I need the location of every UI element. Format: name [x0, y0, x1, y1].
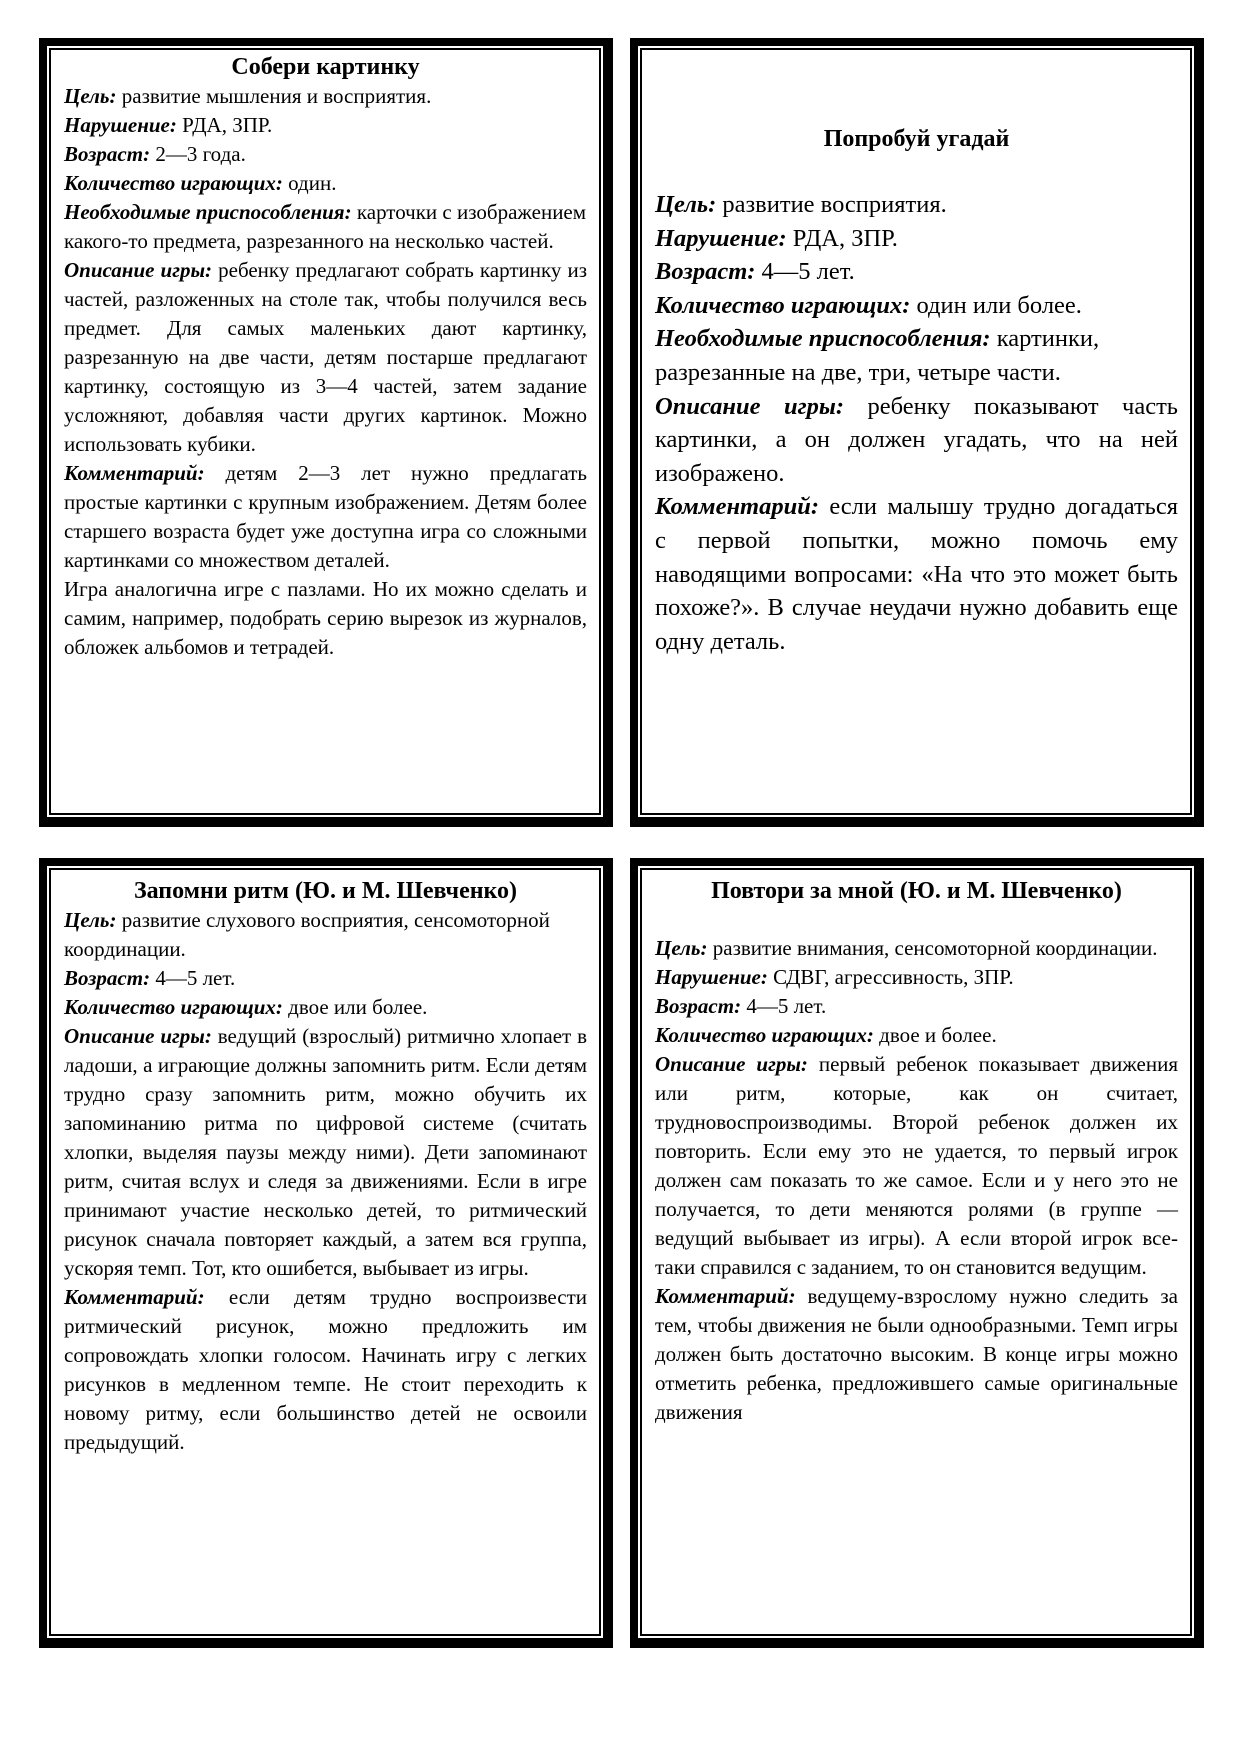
- players-value: двое или более.: [282, 995, 428, 1019]
- age-field: [64, 964, 587, 993]
- comment-value: если малышу трудно догадаться с первой попытки, можно помочь ему наводящими вопросами: «На что это может быть похоже?». В случае неудачи нужно добавить еще одну деталь.: [655, 493, 1178, 655]
- equipment-field: [64, 198, 587, 256]
- disorder-field: [64, 111, 587, 140]
- age-value: 4—5 лет.: [150, 966, 236, 990]
- equipment-label: Необходимые приспособления:: [64, 200, 352, 224]
- goal-field: [64, 906, 587, 964]
- game-card-repeat-after-me: [630, 858, 1204, 1648]
- comment-label: Комментарий:: [64, 1285, 205, 1309]
- comment-label: Комментарий:: [655, 493, 820, 521]
- age-field: [64, 140, 587, 169]
- description-value: первый ребенок показывает движения или ритм, которые, как он считает, трудновоспроизводимы. Второй ребенок должен их повторить. Если ему это не удается, то первый игрок должен сам показать то же самое. Если и у него это не получается, то дети меняются ролями (в группе — ведущий выбывает из игры). А если второй игрок все-таки справился с заданием, то он становится ведущим.: [655, 1052, 1178, 1279]
- equipment-label: Необходимые приспособления:: [655, 325, 991, 353]
- description-value: ребенку предлагают собрать картинку из частей, разложенных на столе так, чтобы получился весь предмет. Для самых маленьких дают картинку, разрезанную на две части, детям постарше предлагают картинку, состоящую из 3—4 частей, затем задание усложняют, добавляя части других картинок. Можно использовать кубики.: [64, 258, 587, 456]
- goal-value: развитие мышления и восприятия.: [116, 84, 432, 108]
- card-title: Попробуй угадай: [823, 126, 1010, 152]
- goal-label: Цель:: [64, 908, 117, 932]
- players-value: двое и более.: [873, 1023, 997, 1047]
- goal-value: развитие слухового восприятия, сенсомоторной координации.: [64, 908, 550, 961]
- disorder-value: РДА, ЗПР.: [176, 113, 273, 137]
- description-label: Описание игры:: [64, 258, 213, 282]
- goal-label: Цель:: [655, 936, 708, 960]
- players-value: один или более.: [910, 291, 1082, 319]
- disorder-label: Нарушение:: [64, 113, 177, 137]
- card-title: Повтори за мной (Ю. и М. Шевченко): [711, 878, 1122, 904]
- comment-label: Комментарий:: [64, 461, 205, 485]
- equipment-field: [655, 322, 1178, 389]
- disorder-label: Нарушение:: [655, 965, 768, 989]
- disorder-field: [655, 963, 1178, 992]
- description-value: ведущий (взрослый) ритмично хлопает в ладоши, а играющие должны запомнить ритм. Если детям трудно сразу запомнить ритм, можно обучить их запоминанию ритма по цифровой системе (считать хлопки, выделяя паузы между ними). Дети запоминают ритм, считая вслух и следя за движениями. Если в игре принимают участие несколько детей, то ритмический рисунок сначала повторяет каждый, а затем вся группа, ускоряя темп. Тот, кто ошибется, выбывает из игры.: [64, 1024, 587, 1280]
- description-label: Описание игры:: [655, 1052, 808, 1076]
- age-value: 2—3 года.: [150, 142, 246, 166]
- goal-label: Цель:: [655, 191, 717, 218]
- comment-field: [655, 490, 1178, 658]
- goal-value: развитие восприятия.: [716, 191, 947, 218]
- players-field: [64, 993, 587, 1022]
- players-label: Количество играющих:: [655, 291, 911, 319]
- disorder-label: Нарушение:: [655, 224, 787, 252]
- players-label: Количество играющих:: [64, 995, 283, 1019]
- age-field: [655, 255, 1178, 289]
- game-card-try-guess: [630, 38, 1204, 827]
- disorder-field: [655, 222, 1178, 256]
- comment-value: ведущему-взрослому нужно следить за тем, чтобы движения не были однообразными. Темп игры должен быть достаточно высоким. В конце игры можно отметить ребенка, предложившего самые оригинальные движения: [655, 1284, 1178, 1424]
- note-paragraph: Игра аналогична игре с пазлами. Но их можно сделать и самим, например, подобрать серию вырезок из журналов, обложек альбомов и тетрадей.: [64, 577, 587, 659]
- game-card-collect-picture: [39, 38, 613, 827]
- goal-label: Цель:: [64, 84, 117, 108]
- comment-field: [64, 1283, 587, 1457]
- comment-value: детям 2—3 лет нужно предлагать простые картинки с крупным изображением. Детям более старшего возраста будет уже доступна игра со сложными картинками со множеством деталей.: [64, 461, 587, 572]
- description-field: [64, 1022, 587, 1283]
- disorder-value: СДВГ, агрессивность, ЗПР.: [767, 965, 1014, 989]
- players-field: [655, 1021, 1178, 1050]
- description-field: [655, 390, 1178, 491]
- description-label: Описание игры:: [64, 1024, 212, 1048]
- age-field: [655, 992, 1178, 1021]
- players-label: Количество играющих:: [655, 1023, 874, 1047]
- card-title: Собери картинку: [231, 54, 420, 80]
- game-card-remember-rhythm: [39, 858, 613, 1648]
- description-value: ребенку показывают часть картинки, а он должен угадать, что на ней изображено.: [655, 392, 1178, 487]
- goal-field: [655, 188, 1178, 222]
- age-label: Возраст:: [64, 142, 151, 166]
- description-field: [64, 256, 587, 459]
- card-title: Запомни ритм (Ю. и М. Шевченко): [133, 878, 518, 904]
- goal-field: [64, 82, 587, 111]
- comment-value: если детям трудно воспроизвести ритмический рисунок, можно предложить им сопровождать хлопки голосом. Начинать игру с легких рисунков в медленном темпе. Не стоит переходить к новому ритму, если большинство детей не освоили предыдущий.: [64, 1285, 587, 1454]
- players-label: Количество играющих:: [64, 171, 283, 195]
- players-value: один.: [282, 171, 337, 195]
- comment-field: [64, 459, 587, 575]
- description-label: Описание игры:: [655, 392, 845, 420]
- description-field: [655, 1050, 1178, 1282]
- comment-field: [655, 1282, 1178, 1427]
- equipment-value: картинки, разрезанные на две, три, четыре части.: [655, 325, 1100, 386]
- age-label: Возраст:: [655, 258, 756, 286]
- equipment-value: карточки с изображением какого-то предмета, разрезанного на несколько частей.: [64, 200, 587, 253]
- goal-field: [655, 934, 1178, 963]
- age-label: Возраст:: [655, 994, 742, 1018]
- players-field: [655, 289, 1178, 323]
- comment-label: Комментарий:: [655, 1284, 796, 1308]
- age-value: 4—5 лет.: [755, 258, 855, 286]
- age-label: Возраст:: [64, 966, 151, 990]
- players-field: [64, 169, 587, 198]
- age-value: 4—5 лет.: [741, 994, 827, 1018]
- goal-value: развитие внимания, сенсомоторной координации.: [707, 936, 1158, 960]
- disorder-value: РДА, ЗПР.: [786, 224, 898, 252]
